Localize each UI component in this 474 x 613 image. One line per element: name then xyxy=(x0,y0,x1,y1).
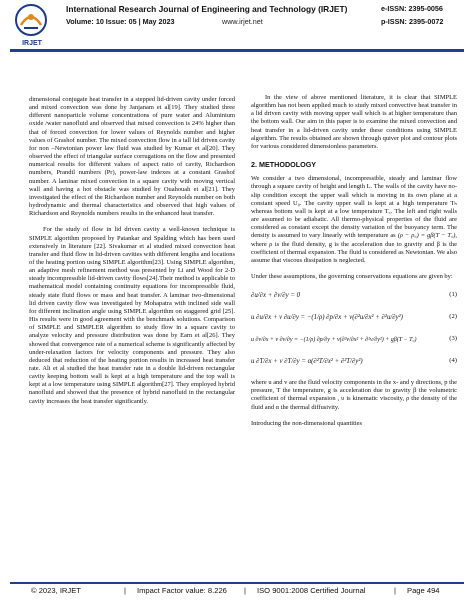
footer-iso: ISO 9001:2008 Certified Journal xyxy=(257,586,366,595)
footer-separator: | xyxy=(124,586,126,595)
equation-4 xyxy=(251,351,457,373)
journal-title: International Research Journal of Engineering and Technology (IRJET) xyxy=(66,4,348,14)
paragraph: where u and v are the fluid velocity components in the x- and y directions, p the pressure, T the temperature, g is acceleration due to gravity β the volumetric coefficient of thermal expansion , υ is kinematic viscosity, ρ the density of the fluid and α the thermal diffusivity. xyxy=(251,379,457,411)
paragraph: In the view of above mentioned literature, it is clear that SIMPLE algorithm has not been applied much to study mixed convective heat transfer in a lid driven cavity with moving upper wall which is at higher temperature than the bottom wall. Our aim in this paper is to examine the mixed convection and heat transfer in a lid-driven cavity under these conditions using SIMPLE algorithm. The results obtained are shown through quiver plot and contour plots for various considered dimensionless parameters. xyxy=(251,94,457,150)
irjet-logo xyxy=(14,3,48,39)
paragraph-gap xyxy=(251,412,457,420)
equation-3 xyxy=(251,329,457,351)
p-issn: p-ISSN: 2395-0072 xyxy=(381,17,444,26)
paragraph: Under these assumptions, the governing conservations equations are given by: xyxy=(251,272,453,280)
paragraph: For the study of flow in lid driven cavity a well-known technique is SIMPLE algorithm proposed by Patankar and Spalding which has been used extensively in literature [22]. Sivakumar et al studied mixed convection heat transfer and fluid flow in lid-driven cavities with different lengths and locations of the heating portion using SIMPLE algorithm[23]. Using SIMPLE algorithm, an adaptive mesh refinement method was presented by Li and Wood for 2-D steady incompressible lid-driven cavity flows[24].Their method is applicable to mathematical model containing continuity equations for incompressible fluid, steady state fluid flows or mass and heat transfer. A laminar two-dimensional lid driven cavity flow was investigated by Mohapatra with inclined side wall for different inclination angle using SIMPLE algorithm on staggered grid [25]. His results were in good agreement with the benchmark solutions. Comparison of SIMPLE and SIMPLER algorithm to study flow in a square cavity to analyze velocity and pressure distribution was done by Earn et al[26]. They showed that convergence rate of a numerical scheme is significantly affected by under-relaxation factors for velocity components and pressure. They also deduced that reduction of the heating portion results in increased heat transfer rate. Ali et al studied the heat transfer rate in a double lid-driven rectangular cavity keeping bottom wall is kept at a high temperature and the top wall is kept at a low temperature using SIMPLE algorithm[27]. They employed hybrid nanofluid and showed that the presence of hybrid nanofluid in the rectangular cavity increases the heat transfer significantly. xyxy=(29,226,235,405)
equation-2 xyxy=(251,307,457,329)
footer-separator: | xyxy=(394,586,396,595)
right-column xyxy=(251,94,457,428)
equation-body: u ∂T/∂x + v ∂T/∂y = α(∂²T/∂x² + ∂²T/∂y²) xyxy=(251,358,363,366)
header-divider xyxy=(10,49,464,52)
equation-body: u ∂u/∂x + v ∂u/∂y = −(1/ρ) ∂p/∂x + ν(∂²u/∂x² + ∂²u/∂y²) xyxy=(251,314,403,322)
footer-copyright: © 2023, IRJET xyxy=(31,586,81,595)
equation-number: (3) xyxy=(449,335,457,343)
paragraph-gap xyxy=(251,151,457,159)
equation-body: u ∂v/∂x + v ∂v/∂y = −(1/ρ) ∂p/∂y + ν(∂²v/∂x² + ∂²v/∂y²) + gβ(T − T꜀) xyxy=(251,337,417,344)
equation-number: (1) xyxy=(449,291,457,299)
equation-1 xyxy=(251,285,457,307)
journal-website-link[interactable]: www.irjet.net xyxy=(222,17,263,26)
paragraph-gap xyxy=(29,218,235,226)
footer-divider xyxy=(10,582,464,584)
paragraph-text: We consider a two dimensional, incompressible, steady and laminar flow through a square cavity of height and length L. The walls of the cavity have no-slip condition except the upper wall which is moving in its own plane at a constant speed U₀. The cavity upper wall is kept at a high temperature Tₕ whereas bottom wall is kept at a low temperature T꜀. The left and right walls are assumed to be adiabatic. All thermo-physical properties of the fluid are considered as constant except the density variation of the buoyancy term. The density is assumed to vary linearly with temperature as xyxy=(251,175,457,240)
density-equation: (ρ − ρ꜀) = gβ(T − T꜀) xyxy=(397,232,456,240)
paragraph: dimensional conjugate heat transfer in a stepped lid-driven cavity under forced and mixed convection was done by Janjanam et al[19]. They studied three different nanoparticle volume concentrations of pure water and Aluminium oxide /water nanofluid and observed that mixed convection is 24% higher than that of forced convection for lower values of Reynolds number and higher values of Grashof number. The mixed convection flow in a tall lid driven cavity for non –Newtonian power law fluid was studied by Kumar et al[20]. They observed the effect of triangular surface corrugations on the flow and presented numerical results for different values of aspect ratio of cavity, Richardson numbers, Prandtl numbers (Pr), power-law indexes at a constant Grashof number. A laminar mixed convection in a square cavity with moving vertical wall and having a hot obstacle was studied by Ouahouah et al[21]. They investigated the effect of the Richardson number and Reynolds number on both hydrodynamic and thermal characteristics and observed that high values of Richardson and Reynolds numbers results in the enhanced heat transfer. xyxy=(29,96,235,218)
page-header xyxy=(0,0,474,52)
footer-page-number: Page 494 xyxy=(407,586,440,595)
logo-caption: IRJET xyxy=(22,40,42,47)
equation-number: (4) xyxy=(449,357,457,365)
equation-body: ∂u/∂x + ∂v/∂y = 0 xyxy=(251,292,301,300)
volume-issue: Volume: 10 Issue: 05 | May 2023 xyxy=(66,17,175,26)
section-heading: 2. METHODOLOGY xyxy=(251,160,317,170)
paragraph-text-continued: , where ρ is the fluid density, g is the acceleration due to gravity and β is the coefficient of thermal expansion. The fluid is considered as Newtonian. We also assume that viscous dissipation is neglected. xyxy=(251,232,457,264)
footer-separator: | xyxy=(244,586,246,595)
equation-number: (2) xyxy=(449,313,457,321)
left-column xyxy=(29,96,235,406)
paragraph xyxy=(251,175,457,265)
paragraph-gap xyxy=(251,265,457,273)
paragraph: Introducing the non-dimensional quantities xyxy=(251,419,363,427)
e-issn: e-ISSN: 2395-0056 xyxy=(381,4,443,13)
footer-impact-factor: Impact Factor value: 8.226 xyxy=(137,586,227,595)
